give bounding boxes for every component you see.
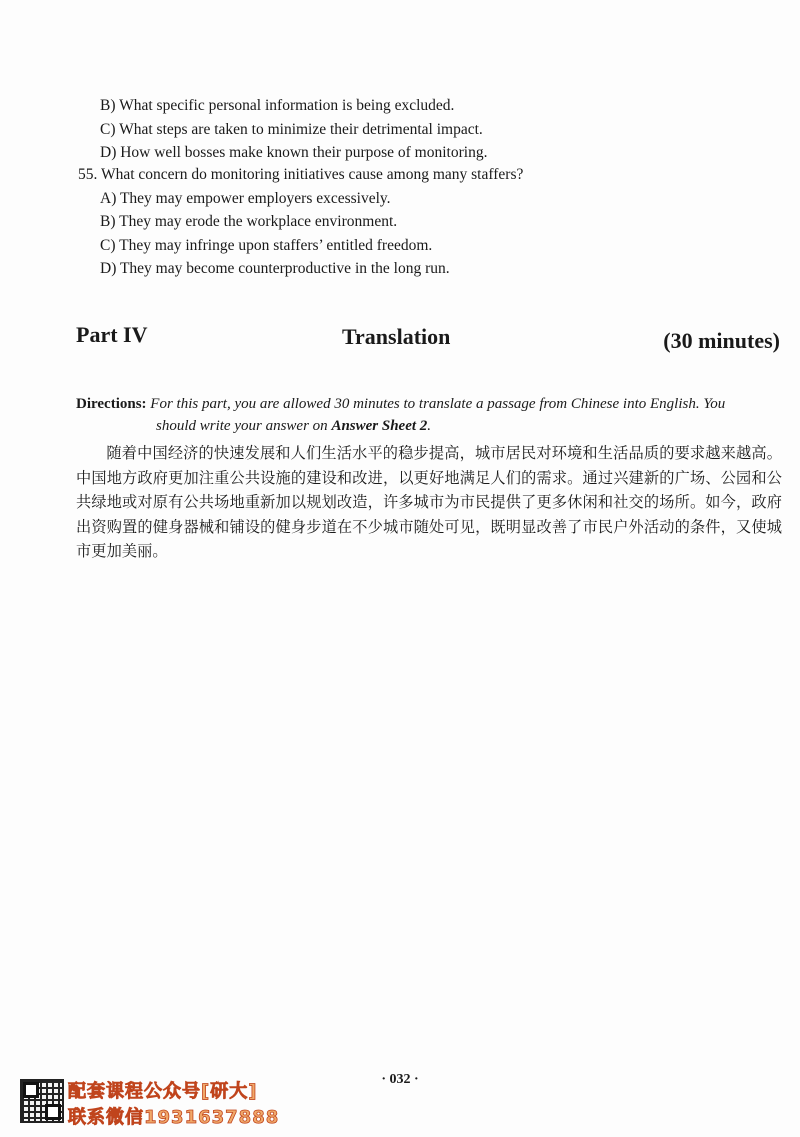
answer-sheet-label: Answer Sheet 2 — [331, 418, 428, 434]
page-number: · 032 · — [381, 1072, 419, 1087]
option-d: D) How well bosses make known their purpose of monitoring. — [100, 144, 488, 161]
option-d: D) They may become counterproductive in the long run. — [100, 260, 450, 277]
option-c: C) They may infringe upon staffers’ entitled freedom. — [100, 236, 433, 254]
qr-code-icon — [20, 1079, 64, 1123]
option-a: A) They may empower employers excessively. — [100, 189, 391, 207]
question-stem: 55. What concern do monitoring initiatives cause among many staffers? — [78, 166, 524, 183]
part-time: (30 minutes) — [663, 328, 780, 353]
question-options — [78, 187, 778, 281]
question-55 — [78, 163, 778, 281]
part-title: Translation — [342, 324, 451, 349]
watermark-line-2: 联系微信1931637888 — [68, 1107, 280, 1128]
option-b: B) What specific personal information is being excluded. — [100, 97, 455, 114]
directions-text: For this part, you are allowed 30 minutes to translate a passage from Chinese into English. You — [146, 396, 726, 412]
previous-question-options — [100, 94, 780, 165]
option-b: B) They may erode the workplace environment. — [100, 213, 398, 230]
directions-label: Directions: — [76, 396, 147, 412]
option-c: C) What steps are taken to minimize their detrimental impact. — [100, 120, 483, 138]
watermark-line-1: 配套课程公众号[研大] — [68, 1081, 258, 1102]
directions-end: . — [427, 418, 432, 434]
directions-text-2: should write your answer on — [156, 418, 332, 434]
chinese-passage: 随着中国经济的快速发展和人们生活水平的稳步提高，城市居民对环境和生活品质的要求越来越高。中国地方政府更加注重公共设施的建设和改进，以更好地满足人们的需求。通过兴建新的广场、公园和公共绿地或对原有公共场地重新加以规划改造，许多城市为市民提供了更多休闲和社交的场所。如今，政府出资购置的健身器械和铺设的健身步道在不少城市随处可见，既明显改善了市民户外活动的条件，又使城市更加美丽。 — [76, 444, 782, 561]
part-label: Part IV — [76, 322, 148, 347]
part-header — [76, 318, 780, 358]
directions — [76, 393, 780, 437]
watermark — [20, 1077, 320, 1129]
